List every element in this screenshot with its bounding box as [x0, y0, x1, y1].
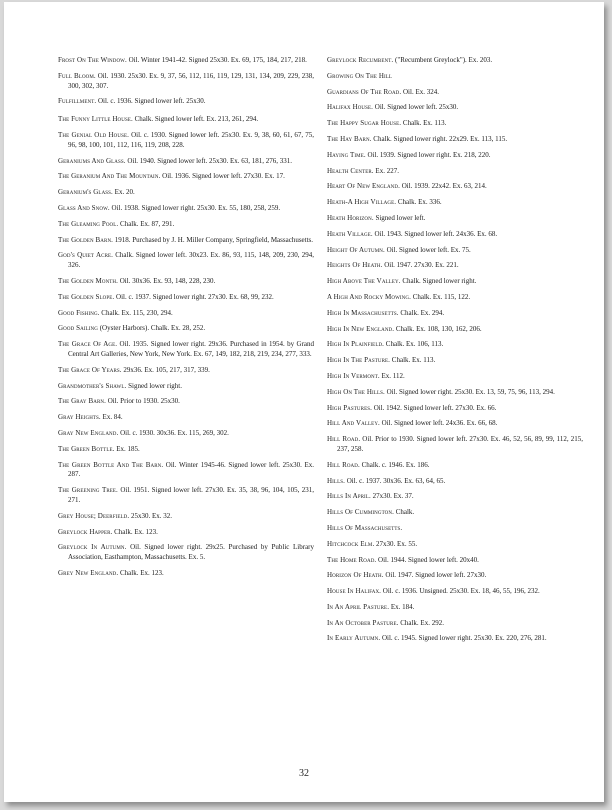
- entry-details: Oil. Signed lower right. 25x30. Ex. 13, 59, 75, 96, 113, 294.: [386, 387, 555, 396]
- entry-title: Heart Of New England.: [327, 182, 400, 191]
- entry-details: Oil. c. 1945. Signed lower right. 25x30. Ex. 220, 276, 281.: [381, 634, 547, 643]
- catalog-entry: [327, 556, 583, 566]
- catalog-entry: [58, 188, 314, 198]
- entry-title: The Golden Slope.: [58, 292, 115, 301]
- entry-title: God's Quiet Acre.: [58, 251, 114, 260]
- catalog-entry: [58, 97, 314, 107]
- catalog-entry: [327, 325, 583, 335]
- entry-details: (Oyster Harbors). Chalk. Ex. 28, 252.: [99, 324, 206, 333]
- entry-details: ("Recumbent Greylock"). Ex. 203.: [395, 56, 493, 64]
- catalog-entry: [58, 528, 314, 538]
- entry-details: Oil. 1951. Signed lower left. 27x30. Ex. 35, 38, 96, 104, 105, 231, 271.: [68, 486, 314, 504]
- catalog-entry: [58, 251, 314, 271]
- catalog-entry: [58, 512, 314, 522]
- entry-details: Oil. Winter 1941-42. Signed 25x30. Ex. 69, 175, 184, 217, 218.: [128, 56, 307, 64]
- entry-details: Oil. Signed lower left. 24x36. Ex. 66, 68.: [381, 419, 498, 428]
- catalog-entry: [58, 340, 314, 360]
- entry-details: Oil. Prior to 1930. 25x30.: [107, 397, 180, 406]
- entry-details: Chalk. Ex. 113.: [402, 119, 447, 128]
- catalog-entry: [327, 135, 583, 145]
- catalog-entry: [327, 309, 583, 319]
- entry-title: High In Massachusetts.: [327, 308, 399, 317]
- catalog-entry: [327, 435, 583, 455]
- entry-details: Oil. Ex. 324.: [403, 87, 439, 96]
- entry-title: The Gleaming Pool.: [58, 219, 119, 228]
- catalog-entry: [327, 72, 583, 82]
- entry-details: 27x30. Ex. 37.: [372, 492, 414, 501]
- catalog-entry: [327, 182, 583, 192]
- catalog-entry: [58, 461, 314, 481]
- catalog-entry: [327, 277, 583, 287]
- entry-title: Frost On The Window.: [58, 56, 127, 64]
- entry-title: The Gray Barn.: [58, 397, 106, 406]
- catalog-entry: [58, 429, 314, 439]
- entry-title: Greylock Happer.: [58, 527, 113, 536]
- entry-title: High In Vermont.: [327, 371, 380, 380]
- catalog-entry: [327, 167, 583, 177]
- entry-details: Oil. 1947. 27x30. Ex. 221.: [384, 261, 459, 270]
- entry-details: Chalk. Ex. 123.: [119, 568, 164, 577]
- catalog-entry: [58, 220, 314, 230]
- catalog-entry: [327, 619, 583, 629]
- entry-details: Oil. c. 1930. Signed lower left. 25x30. Ex. 9, 38, 60, 61, 67, 75, 96, 98, 100, 101, 112, 116, 119, 208, 228.: [68, 130, 314, 149]
- catalog-entry: [58, 204, 314, 214]
- catalog-entry: [327, 571, 583, 581]
- entry-title: The Grace Of Years.: [58, 365, 122, 374]
- entry-details: Oil. Prior to 1930. Signed lower left. 27x30. Ex. 46, 52, 56, 89, 99, 112, 215, 237, 258.: [337, 435, 583, 453]
- entry-details: Ex. 112.: [381, 371, 405, 380]
- entry-title: In An October Pasture.: [327, 618, 399, 627]
- entry-title: Heath Village.: [327, 229, 373, 238]
- catalog-entry: [58, 543, 314, 563]
- entry-details: Oil. 1944. Signed lower left. 20x40.: [378, 555, 479, 564]
- catalog-entry: [327, 524, 583, 534]
- entry-title: The Funny Little House.: [58, 115, 133, 124]
- entry-title: In Early Autumn.: [327, 634, 381, 643]
- catalog-entry: [58, 486, 314, 506]
- entry-details: Chalk. Ex. 115, 122.: [412, 292, 471, 301]
- entry-details: Chalk. Signed lower right. 22x29. Ex. 113, 115.: [373, 134, 508, 143]
- entry-details: 29x36. Ex. 105, 217, 317, 339.: [123, 365, 210, 374]
- entry-title: Good Fishing.: [58, 308, 100, 317]
- entry-title: Grandmother's Shawl.: [58, 381, 127, 390]
- entry-title: High On The Hills.: [327, 387, 385, 396]
- entry-details: Oil. 30x36. Ex. 93, 148, 228, 230.: [119, 276, 216, 285]
- catalog-entry: [327, 603, 583, 613]
- entry-details: Oil. 1947. Signed lower left. 27x30.: [385, 571, 487, 580]
- entry-details: 1918. Purchased by J. H. Miller Company, Springfield, Massachusetts.: [114, 235, 314, 244]
- entry-details: Signed lower right.: [128, 381, 182, 390]
- entry-details: Chalk. Ex. 106, 113.: [385, 340, 444, 349]
- entry-details: Oil. 1939. Signed lower right. Ex. 218, 220.: [367, 150, 491, 159]
- entry-details: Ex. 185.: [116, 444, 140, 453]
- entry-details: Chalk. c. 1946. Ex. 186.: [361, 460, 430, 469]
- entry-title: Gray New England.: [58, 428, 119, 437]
- entry-details: Oil. 1942. Signed lower left. 27x30. Ex. 66.: [373, 403, 497, 412]
- entry-details: Oil. Signed lower left. Ex. 75.: [386, 245, 471, 254]
- entry-details: Chalk. Ex. 113.: [391, 356, 436, 365]
- catalog-entry: [58, 157, 314, 167]
- entry-title: High Above The Valley.: [327, 277, 401, 286]
- catalog-entry: [327, 492, 583, 502]
- entry-details: Oil. 1930. 25x30. Ex. 9, 37, 56, 112, 116, 119, 129, 131, 134, 209, 229, 238, 300, 302, 307.: [68, 71, 315, 90]
- entry-title: A High And Rocky Mowing.: [327, 292, 411, 301]
- catalog-entry: [327, 198, 583, 208]
- entry-details: Ex. 227.: [375, 166, 399, 175]
- entry-details: Chalk. Ex. 123.: [114, 527, 158, 536]
- entry-title: Gray Heights.: [58, 413, 101, 422]
- catalog-entry: [327, 508, 583, 518]
- entry-details: Ex. 84.: [102, 413, 123, 422]
- entry-details: Oil. Winter 1945-46. Signed lower left. 25x30. Ex. 287.: [68, 460, 314, 479]
- catalog-entry: [58, 382, 314, 392]
- entry-details: Chalk. Ex. 87, 291.: [120, 219, 175, 228]
- catalog-entry: [327, 88, 583, 98]
- entry-title: The Geranium And The Mountain.: [58, 172, 161, 181]
- catalog-entry: [58, 569, 314, 579]
- entry-title: Heights Of Heath.: [327, 261, 383, 270]
- entry-title: Hills Of Massachusetts.: [327, 523, 403, 532]
- page-number: 32: [299, 768, 309, 779]
- entry-title: Hill Road.: [327, 435, 361, 444]
- entry-title: Horizon Of Heath.: [327, 571, 384, 580]
- entry-title: The Genial Old House.: [58, 130, 129, 139]
- entry-title: Heath Horizon.: [327, 213, 374, 222]
- entry-title: In An April Pasture.: [327, 602, 390, 611]
- entry-title: The Green Bottle And The Barn.: [58, 460, 164, 469]
- entry-title: Grey New England.: [58, 568, 119, 577]
- entry-title: The Happy Sugar House.: [327, 119, 402, 128]
- entry-title: Geraniums And Glass.: [58, 156, 126, 165]
- entry-details: Chalk.: [395, 508, 415, 517]
- catalog-entry: [58, 366, 314, 376]
- entry-title: Fulfillment.: [58, 97, 97, 106]
- catalog-entry: [327, 540, 583, 550]
- entry-title: High Pastures.: [327, 403, 372, 412]
- entry-title: High In Plainfield.: [327, 340, 385, 349]
- entry-details: Oil. c. 1930. 30x36. Ex. 115, 269, 302.: [120, 428, 229, 437]
- entry-title: House In Halifax.: [327, 587, 382, 596]
- catalog-entry: [58, 236, 314, 246]
- entry-title: Greylock In Autumn.: [58, 543, 127, 552]
- entry-details: Chalk. Ex. 294.: [400, 308, 445, 317]
- entry-title: Haying Time.: [327, 150, 366, 159]
- catalog-entry: [327, 634, 583, 644]
- catalog-entry: [327, 461, 583, 471]
- entry-title: Hitchcock Elm.: [327, 539, 375, 548]
- catalog-entry: [327, 372, 583, 382]
- entry-details: Oil. 1939. 22x42. Ex. 63, 214.: [401, 182, 487, 191]
- entry-title: Hills Of Cummington.: [327, 508, 394, 517]
- catalog-entry: [58, 277, 314, 287]
- entry-title: The Golden Barn.: [58, 235, 114, 244]
- catalog-entry: [327, 56, 583, 66]
- right-column: [327, 56, 583, 650]
- entry-details: Ex. 20.: [114, 188, 135, 197]
- entry-details: Oil. Signed lower right. 29x25. Purchased by Public Library Association, Easthampton, Massachusetts. Ex. 5.: [68, 543, 315, 562]
- catalog-entry: [327, 261, 583, 271]
- entry-title: Good Sailing: [58, 324, 98, 333]
- entry-title: The Home Road.: [327, 555, 377, 564]
- entry-details: Oil. Signed lower left. 25x30.: [374, 103, 459, 112]
- entry-details: Chalk. Ex. 115, 230, 294.: [101, 308, 173, 317]
- left-column: [58, 56, 314, 585]
- entry-title: Heath-A High Village.: [327, 198, 397, 207]
- catalog-entry: [327, 151, 583, 161]
- catalog-entry: [327, 246, 583, 256]
- catalog-entry: [58, 131, 314, 151]
- catalog-entry: [327, 404, 583, 414]
- entry-title: Halifax House.: [327, 103, 374, 112]
- entry-details: Chalk. Ex. 108, 130, 162, 206.: [395, 324, 482, 333]
- entry-title: High In The Pasture.: [327, 356, 391, 365]
- catalog-entry: [58, 293, 314, 303]
- entry-details: Chalk. Signed lower left. 30x23. Ex. 86, 93, 115, 148, 209, 230, 294, 326.: [68, 251, 314, 270]
- catalog-entry: [327, 103, 583, 113]
- catalog-entry: [327, 230, 583, 240]
- entry-title: Hills In April.: [327, 492, 371, 501]
- entry-details: Oil. 1943. Signed lower left. 24x36. Ex. 68.: [374, 229, 498, 238]
- entry-details: Oil. 1940. Signed lower left. 25x30. Ex. 63, 181, 276, 331.: [127, 156, 293, 165]
- entry-details: Oil. c. 1936. Unsigned. 25x30. Ex. 18, 46, 55, 196, 232.: [382, 587, 540, 596]
- entry-details: 25x30. Ex. 32.: [130, 511, 173, 520]
- catalog-entry: [327, 477, 583, 487]
- entry-details: Chalk. Signed lower right.: [402, 277, 477, 286]
- entry-title: Height Of Autumn.: [327, 245, 385, 254]
- entry-title: Grey House; Deerfield.: [58, 511, 130, 520]
- entry-title: Hills.: [327, 476, 345, 485]
- catalog-entry: [58, 397, 314, 407]
- entry-details: Oil. 1938. Signed lower right. 25x30. Ex. 55, 180, 258, 259.: [111, 203, 281, 212]
- catalog-entry: [327, 388, 583, 398]
- entry-details: Oil. c. 1936. Signed lower left. 25x30.: [97, 97, 206, 106]
- entry-title: Glass And Snow.: [58, 203, 110, 212]
- entry-details: Oil. 1935. Signed lower right. 29x36. Purchased in 1954. by Grand Central Art Galleries, New York, New York. Ex. 67, 149, 182, 218, 219, 234, 277, 333.: [68, 340, 315, 358]
- entry-title: Greylock Recumbent.: [327, 56, 394, 64]
- catalog-page: [4, 2, 604, 802]
- entry-title: Full Bloom.: [58, 71, 96, 80]
- entry-title: The Green Bottle.: [58, 444, 115, 453]
- entry-title: The Hay Barn.: [327, 134, 372, 143]
- entry-title: Geranium's Glass.: [58, 188, 113, 197]
- catalog-entry: [327, 293, 583, 303]
- entry-title: Growing On The Hill: [327, 71, 393, 80]
- entry-title: Hill Road.: [327, 460, 360, 469]
- catalog-entry: [327, 419, 583, 429]
- catalog-entry: [327, 214, 583, 224]
- catalog-entry: [327, 587, 583, 597]
- catalog-entry: [327, 356, 583, 366]
- entry-details: Chalk. Ex. 292.: [400, 618, 444, 627]
- catalog-entry: [58, 445, 314, 455]
- catalog-entry: [58, 115, 314, 125]
- catalog-entry: [58, 309, 314, 319]
- entry-details: Ex. 184.: [390, 602, 415, 611]
- entry-title: The Grace Of Age.: [58, 340, 118, 349]
- entry-title: The Greening Tree.: [58, 486, 118, 495]
- catalog-entry: [58, 72, 314, 92]
- entry-details: Signed lower left.: [375, 213, 426, 222]
- entry-details: Chalk. Signed lower left. Ex. 213, 261, 294.: [134, 115, 259, 124]
- entry-title: Hill And Valley.: [327, 419, 380, 428]
- catalog-entry: [58, 324, 314, 334]
- entry-title: Guardians Of The Road.: [327, 87, 402, 96]
- catalog-entry: [58, 56, 314, 66]
- entry-details: Oil. c. 1937. Signed lower right. 27x30. Ex. 68, 99, 232.: [116, 292, 274, 301]
- entry-details: Chalk. Ex. 336.: [397, 198, 442, 207]
- entry-title: The Golden Month.: [58, 276, 118, 285]
- entry-title: Health Center.: [327, 166, 374, 175]
- catalog-entry: [58, 413, 314, 423]
- entry-title: High In New England.: [327, 324, 395, 333]
- entry-details: Oil. 1936. Signed lower left. 27x30. Ex. 17.: [162, 172, 285, 181]
- catalog-entry: [58, 172, 314, 182]
- catalog-entry: [327, 340, 583, 350]
- entry-details: Oil. c. 1937. 30x36. Ex. 63, 64, 65.: [346, 476, 446, 485]
- entry-details: 27x30. Ex. 55.: [376, 539, 418, 548]
- catalog-entry: [327, 119, 583, 129]
